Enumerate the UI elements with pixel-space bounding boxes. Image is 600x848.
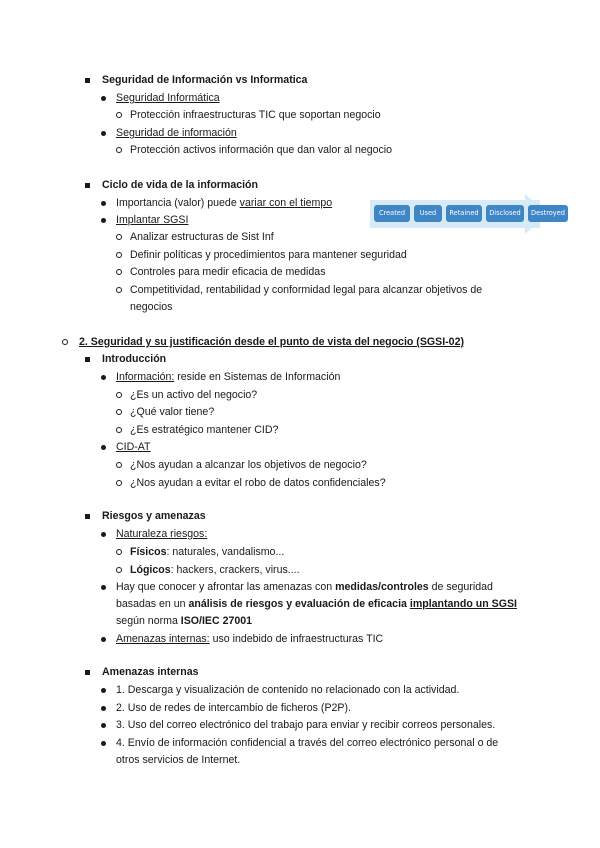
list-item: 1. Descarga y visualización de contenido no relacionado con la actividad. — [116, 684, 460, 696]
stage-retained: Retained — [446, 205, 482, 222]
list-item: 3. Uso del correo electrónico del trabajo para enviar y recibir correos personales. — [116, 719, 496, 731]
list-item-continuation — [116, 614, 252, 628]
implantando-sgsi-link[interactable]: implantando un SGSI — [409, 598, 517, 610]
circle-bullet-icon — [116, 252, 122, 258]
bold-term: medidas/controles — [335, 581, 429, 593]
list-item: 4. Envío de información confidencial a través del correo electrónico personal o de — [116, 737, 499, 749]
bold-term: ISO/IEC 27001 — [180, 615, 253, 627]
list-item: ¿Es un activo del negocio? — [130, 389, 258, 401]
list-item-continuation: negocios — [130, 301, 173, 313]
list-item — [116, 580, 493, 594]
circle-bullet-icon — [116, 549, 122, 555]
bullet-icon — [101, 375, 106, 380]
list-item — [116, 632, 383, 646]
square-bullet-icon — [85, 514, 90, 519]
section-title: Seguridad de Información vs Informatica — [102, 74, 308, 86]
bullet-icon — [101, 131, 106, 136]
circle-bullet-icon — [116, 392, 122, 398]
square-bullet-icon — [85, 183, 90, 188]
circle-bullet-icon — [116, 287, 122, 293]
list-item-continuation — [116, 597, 517, 611]
text: : hackers, crackers, virus.... — [170, 564, 300, 576]
text: según norma — [116, 615, 181, 627]
circle-bullet-icon — [62, 339, 68, 345]
text: reside en Sistemas de Información — [174, 371, 341, 383]
stage-disclosed: Disclosed — [486, 205, 524, 222]
list-item: ¿Nos ayudan a alcanzar los objetivos de negocio? — [130, 459, 367, 471]
list-item: Analizar estructuras de Sist Inf — [130, 231, 274, 243]
section-heading: 2. Seguridad y su justificación desde el punto de vista del negocio (SGSI-02) — [79, 336, 464, 348]
seguridad-informacion-link[interactable]: Seguridad de información — [116, 127, 237, 139]
seguridad-informatica-link[interactable]: Seguridad Informática — [116, 92, 220, 104]
circle-bullet-icon — [116, 269, 122, 275]
bullet-icon — [101, 706, 106, 711]
text: uso indebido de infraestructuras TIC — [209, 633, 384, 645]
circle-bullet-icon — [116, 409, 122, 415]
list-item — [130, 563, 300, 577]
informacion-link[interactable]: Información: — [116, 371, 175, 383]
circle-bullet-icon — [116, 567, 122, 573]
section-title: Ciclo de vida de la información — [102, 179, 258, 191]
list-item — [130, 545, 284, 559]
cid-at-link[interactable]: CID-AT — [116, 441, 151, 453]
list-item: ¿Qué valor tiene? — [130, 406, 215, 418]
text: de seguridad — [428, 581, 493, 593]
naturaleza-riesgos-link[interactable]: Naturaleza riesgos: — [116, 528, 208, 540]
square-bullet-icon — [85, 670, 90, 675]
section-title: Introducción — [102, 353, 167, 365]
list-item: 2. Uso de redes de intercambio de ficheros (P2P). — [116, 702, 351, 714]
bullet-icon — [101, 688, 106, 693]
list-item — [116, 370, 340, 384]
bold-term: análisis de riesgos y evaluación de eficacia — [188, 598, 407, 610]
list-item: Definir políticas y procedimientos para mantener seguridad — [130, 249, 407, 261]
square-bullet-icon — [85, 78, 90, 83]
lifecycle-diagram — [370, 194, 570, 234]
stage-created: Created — [374, 205, 410, 222]
bullet-icon — [101, 96, 106, 101]
implantar-sgsi-link[interactable]: Implantar SGSI — [116, 214, 189, 226]
circle-bullet-icon — [116, 234, 122, 240]
circle-bullet-icon — [116, 462, 122, 468]
bold-term: Físicos — [130, 546, 167, 558]
list-item-continuation: otros servicios de Internet. — [116, 754, 241, 766]
text: basadas en un — [116, 598, 189, 610]
circle-bullet-icon — [116, 147, 122, 153]
bullet-icon — [101, 741, 106, 746]
list-item: Controles para medir eficacia de medidas — [130, 266, 326, 278]
text: Hay que conocer y afrontar las amenazas con — [116, 581, 336, 593]
bullet-icon — [101, 445, 106, 450]
list-item: Protección activos información que dan valor al negocio — [130, 144, 393, 156]
list-item: Protección infraestructuras TIC que soportan negocio — [130, 109, 381, 121]
section-title: Amenazas internas — [102, 666, 199, 678]
amenazas-internas-link[interactable]: Amenazas internas: — [116, 633, 210, 645]
bullet-icon — [101, 723, 106, 728]
stage-destroyed: Destroyed — [528, 205, 568, 222]
bullet-icon — [101, 637, 106, 642]
text: : naturales, vandalismo... — [166, 546, 285, 558]
bullet-icon — [101, 218, 106, 223]
list-item: ¿Nos ayudan a evitar el robo de datos confidenciales? — [130, 477, 386, 489]
circle-bullet-icon — [116, 427, 122, 433]
bullet-icon — [101, 532, 106, 537]
circle-bullet-icon — [116, 112, 122, 118]
text: Importancia (valor) puede — [116, 197, 240, 209]
variar-link[interactable]: variar con el tiempo — [239, 197, 333, 209]
list-item: Competitividad, rentabilidad y conformidad legal para alcanzar objetivos de — [130, 284, 483, 296]
list-item — [116, 196, 332, 210]
bullet-icon — [101, 585, 106, 590]
section-title: Riesgos y amenazas — [102, 510, 206, 522]
list-item: ¿Es estratégico mantener CID? — [130, 424, 279, 436]
square-bullet-icon — [85, 357, 90, 362]
stage-used: Used — [414, 205, 442, 222]
circle-bullet-icon — [116, 480, 122, 486]
bold-term: Lógicos — [130, 564, 171, 576]
bullet-icon — [101, 201, 106, 206]
